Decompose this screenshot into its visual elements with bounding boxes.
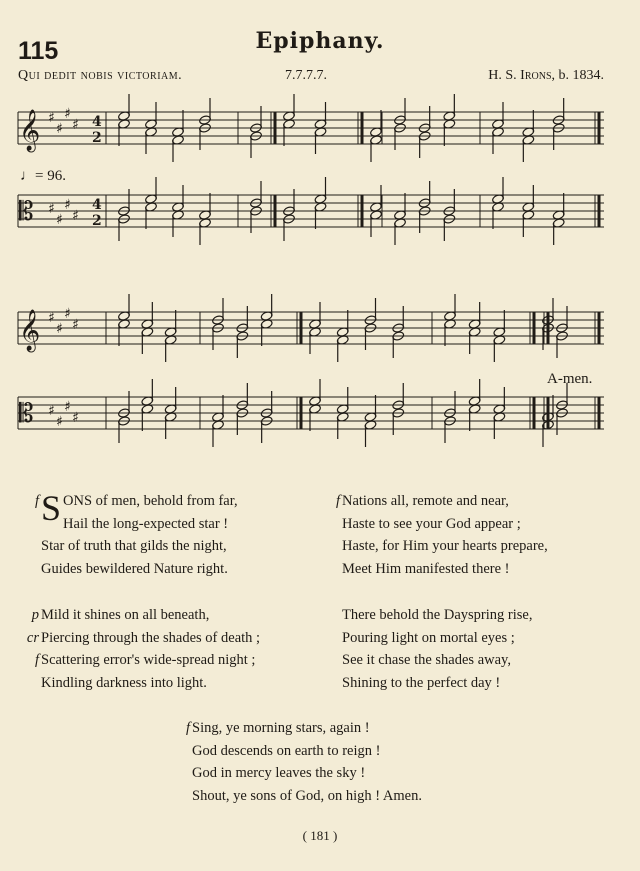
sharp-sign: ♯ xyxy=(64,306,71,322)
verse-text: God descends on earth to reign ! xyxy=(192,742,381,759)
hymn-number: 115 xyxy=(18,37,59,65)
verse-text: Pouring light on mortal eyes ; xyxy=(342,629,515,646)
verse-line xyxy=(41,513,238,536)
verse-line xyxy=(342,604,532,627)
sharp-sign: ♯ xyxy=(48,110,55,126)
tempo-mark: ♩= 96. xyxy=(20,168,66,184)
time-sig-top: 4 xyxy=(92,114,102,130)
treble-clef: 𝄞 xyxy=(19,310,41,351)
verse-4 xyxy=(342,604,532,694)
verse-line xyxy=(342,535,548,558)
tenor-clef: 𝄡 xyxy=(19,197,34,227)
verse-line xyxy=(342,672,532,695)
music-score xyxy=(0,90,640,470)
verse-text: Guides bewildered Nature right. xyxy=(41,560,228,577)
verse-line xyxy=(31,604,260,627)
staff-lines xyxy=(18,112,604,429)
meter: 7.7.7.7. xyxy=(285,68,327,83)
sharp-sign: ♯ xyxy=(64,399,71,415)
verse-text: Haste, for Him your hearts prepare, xyxy=(342,538,548,555)
verse-text: There behold the Dayspring rise, xyxy=(342,607,533,623)
verse-text: God in mercy leaves the sky ! xyxy=(192,765,366,782)
verse-text: Nations all, remote and near, xyxy=(342,493,509,509)
verse-text: Hail the long-expected star ! xyxy=(63,515,229,532)
verse-line xyxy=(342,558,548,581)
sharp-sign: ♯ xyxy=(48,403,55,419)
tenor-clef: 𝄡 xyxy=(19,399,34,429)
verse-text: Piercing through the shades of death ; xyxy=(41,629,261,646)
verse-text: Kindling darkness into light. xyxy=(41,674,207,691)
sharp-sign: ♯ xyxy=(48,201,55,217)
verse-text: Mild it shines on all beneath, xyxy=(41,607,210,623)
time-sig-top: 4 xyxy=(92,197,102,213)
verse-text: See it chase the shades away, xyxy=(342,652,511,669)
clefs xyxy=(19,106,102,430)
sharp-sign: ♯ xyxy=(72,410,79,426)
time-sig-bottom: 2 xyxy=(92,213,102,229)
sharp-sign: ♯ xyxy=(56,414,63,430)
sharp-sign: ♯ xyxy=(56,212,63,228)
dynamic-mark: p xyxy=(31,607,39,623)
verse-text: Haste to see your God appear ; xyxy=(342,515,521,532)
notes xyxy=(118,94,569,447)
sharp-sign: ♯ xyxy=(64,197,71,213)
verse-line xyxy=(192,762,422,785)
amen-label: A-men. xyxy=(547,371,593,387)
composer-born: b. 1834. xyxy=(558,68,604,83)
sharp-sign: ♯ xyxy=(56,121,63,137)
hymn-title: Epiphany. xyxy=(255,28,385,54)
verse-line xyxy=(342,627,532,650)
verse-line xyxy=(335,490,548,513)
barlines xyxy=(106,112,599,429)
sharp-sign: ♯ xyxy=(72,117,79,133)
sharp-sign: ♯ xyxy=(56,321,63,337)
dynamic-mark: f xyxy=(335,493,340,509)
sharp-sign: ♯ xyxy=(72,208,79,224)
sharp-sign: ♯ xyxy=(72,317,79,333)
treble-clef: 𝄞 xyxy=(19,110,41,151)
verse-line xyxy=(41,558,238,581)
verse-text: Shout, ye sons of God, on high ! Amen. xyxy=(192,787,422,804)
dynamic-mark: f xyxy=(185,720,190,736)
verse-text: Sing, ye morning stars, again ! xyxy=(192,720,370,736)
verse-line xyxy=(192,740,422,763)
dynamic-mark: f xyxy=(34,493,39,509)
verse-text: Meet Him manifested there ! xyxy=(342,560,510,577)
verse-text: Shining to the perfect day ! xyxy=(342,674,501,691)
verse-text: Star of truth that gilds the night, xyxy=(41,538,227,555)
drop-cap: S xyxy=(41,488,62,528)
page-number: ( 181 ) xyxy=(302,828,338,843)
verse-line xyxy=(34,649,260,672)
dynamic-mark: f xyxy=(34,652,39,669)
verse-text: ONS of men, behold from far, xyxy=(63,493,238,509)
verse-3 xyxy=(26,604,261,694)
verse-line xyxy=(342,513,548,536)
verse-5 xyxy=(185,717,422,807)
verse-1 xyxy=(34,488,238,580)
verse-line xyxy=(342,649,532,672)
verse-2 xyxy=(335,490,548,580)
sharp-sign: ♯ xyxy=(64,106,71,122)
sharp-sign: ♯ xyxy=(48,310,55,326)
time-sig-bottom: 2 xyxy=(92,130,102,146)
verse-text: Scattering error's wide-spread night ; xyxy=(41,652,256,669)
composer-name: H. S. Irons, xyxy=(488,68,555,83)
tune-name: Qui dedit nobis victoriam. xyxy=(18,68,183,83)
verse-line xyxy=(185,717,422,740)
verse-line xyxy=(26,627,261,650)
verse-line xyxy=(192,785,422,808)
composer xyxy=(488,68,604,84)
verse-line xyxy=(41,535,238,558)
verse-line xyxy=(41,672,260,695)
dynamic-mark: cr xyxy=(26,629,39,646)
